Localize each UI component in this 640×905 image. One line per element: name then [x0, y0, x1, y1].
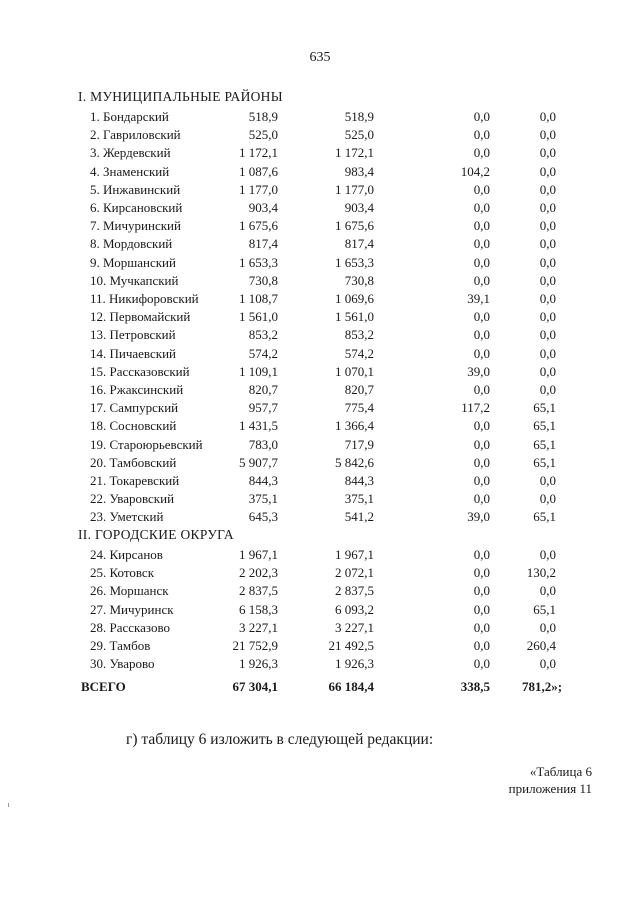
row-value-2: 1 172,1 [335, 145, 374, 161]
row-value-3: 0,0 [473, 473, 490, 488]
row-name: 10. Мучкапский [90, 272, 179, 288]
row-value-1: 525,0 [248, 127, 278, 143]
row-value-3: 0,0 [473, 236, 490, 252]
row-name: 11. Никифоровский [90, 291, 199, 306]
row-value-1: 645,3 [248, 509, 278, 525]
table-caption-line-2: приложения 11 [508, 781, 592, 796]
row-value-2: 844,3 [344, 473, 374, 488]
row-value-4: 0,0 [539, 163, 556, 179]
row-value-4: 65,1 [533, 509, 556, 525]
row-value-3: 0,0 [473, 181, 490, 197]
row-name: 22. Уваровский [90, 491, 175, 507]
row-value-4: 0,0 [539, 363, 556, 379]
row-value-4: 65,1 [533, 601, 556, 617]
row-value-4: 0,0 [539, 327, 556, 343]
row-value-1: 6 158,3 [239, 601, 278, 617]
row-value-3: 0,0 [473, 127, 490, 143]
row-value-1: 783,0 [248, 436, 278, 452]
row-value-2: 375,1 [344, 491, 374, 507]
row-value-3: 104,2 [460, 163, 490, 179]
table-row [0, 163, 640, 181]
row-name: 7. Мичуринский [90, 218, 181, 234]
row-value-1: 375,1 [248, 491, 278, 507]
row-value-2: 541,2 [344, 509, 374, 525]
row-value-4: 0,0 [539, 491, 556, 507]
row-value-1: 21 752,9 [232, 638, 278, 653]
row-name: 19. Староюрьевский [90, 436, 203, 452]
row-value-2: 6 093,2 [335, 601, 374, 617]
row-value-2: 5 842,6 [335, 454, 374, 470]
row-value-1: 1 087,6 [239, 163, 278, 179]
row-name: 16. Ржаксинский [90, 382, 184, 397]
row-value-1: 2 202,3 [239, 565, 278, 581]
row-name: 18. Сосновский [90, 418, 177, 434]
total-value-3: 338,5 [460, 679, 490, 694]
row-value-3: 0,0 [473, 454, 490, 470]
table-caption-line-1: «Таблица 6 [529, 764, 592, 779]
total-value-2: 66 184,4 [328, 679, 374, 694]
row-value-2: 1 177,0 [335, 181, 374, 197]
row-value-1: 853,2 [248, 327, 278, 343]
table-row [0, 508, 640, 526]
row-name: 25. Котовск [90, 565, 155, 581]
row-name: 26. Моршанск [90, 583, 169, 599]
row-value-1: 957,7 [248, 400, 278, 416]
row-value-4: 65,1 [533, 454, 556, 470]
row-name: 1. Бондарский [90, 109, 169, 124]
row-value-3: 0,0 [473, 638, 490, 653]
total-value-1: 67 304,1 [232, 679, 278, 694]
table-row [0, 564, 640, 582]
row-value-3: 0,0 [473, 601, 490, 617]
row-value-3: 39,0 [467, 363, 490, 379]
row-name: 29. Тамбов [90, 638, 151, 653]
table-row [0, 235, 640, 253]
table-row [0, 199, 640, 217]
table-row [0, 601, 640, 619]
row-name: 2. Гавриловский [90, 127, 181, 143]
table-row [0, 272, 640, 290]
row-value-1: 1 108,7 [239, 291, 278, 306]
row-value-3: 0,0 [473, 583, 490, 599]
row-name: 20. Тамбовский [90, 454, 177, 470]
row-value-2: 853,2 [344, 327, 374, 343]
row-value-2: 2 072,1 [335, 565, 374, 581]
table-row [0, 381, 640, 399]
row-value-2: 1 069,6 [335, 291, 374, 306]
row-value-4: 0,0 [539, 345, 556, 361]
row-value-2: 1 967,1 [335, 547, 374, 562]
table-row [0, 181, 640, 199]
row-value-4: 0,0 [539, 656, 556, 672]
row-value-3: 39,0 [467, 509, 490, 525]
total-label: ВСЕГО [81, 679, 126, 694]
section-heading-municipal-districts: I. МУНИЦИПАЛЬНЫЕ РАЙОНЫ [78, 89, 283, 104]
row-value-3: 0,0 [473, 418, 490, 434]
table-row [0, 619, 640, 637]
row-value-1: 844,3 [248, 473, 278, 488]
row-name: 24. Кирсанов [90, 547, 163, 562]
row-value-4: 0,0 [539, 127, 556, 143]
row-value-4: 0,0 [539, 254, 556, 270]
row-value-2: 1 653,3 [335, 254, 374, 270]
row-value-2: 1 926,3 [335, 656, 374, 672]
row-value-1: 3 227,1 [239, 619, 278, 635]
row-value-3: 0,0 [473, 491, 490, 507]
table-row [0, 472, 640, 490]
table-caption [509, 763, 592, 797]
row-value-4: 260,4 [526, 638, 556, 653]
row-value-4: 0,0 [539, 109, 556, 124]
row-value-1: 820,7 [248, 382, 278, 397]
table-row [0, 326, 640, 344]
section-heading-city-districts: II. ГОРОДСКИЕ ОКРУГА [78, 527, 234, 542]
table-row [0, 254, 640, 272]
row-value-4: 0,0 [539, 236, 556, 252]
row-value-1: 1 561,0 [239, 309, 278, 325]
row-value-1: 574,2 [248, 345, 278, 361]
row-value-4: 0,0 [539, 473, 556, 488]
table-row [0, 217, 640, 235]
row-value-2: 1 366,4 [335, 418, 374, 434]
row-value-2: 1 675,6 [335, 218, 374, 234]
row-value-4: 65,1 [533, 400, 556, 416]
row-name: 30. Уварово [90, 656, 155, 672]
row-name: 23. Уметский [90, 509, 164, 525]
row-value-3: 0,0 [473, 656, 490, 672]
row-value-3: 0,0 [473, 254, 490, 270]
row-value-4: 0,0 [539, 145, 556, 161]
row-value-2: 820,7 [344, 382, 374, 397]
row-value-3: 0,0 [473, 436, 490, 452]
table-row [0, 308, 640, 326]
table-row [0, 144, 640, 162]
row-value-2: 1 561,0 [335, 309, 374, 325]
table-row [0, 490, 640, 508]
row-value-3: 0,0 [473, 218, 490, 234]
row-name: 14. Пичаевский [90, 345, 176, 361]
row-value-4: 0,0 [539, 583, 556, 599]
table-row [0, 290, 640, 308]
table-row [0, 454, 640, 472]
row-value-2: 574,2 [344, 345, 374, 361]
row-value-2: 3 227,1 [335, 619, 374, 635]
row-value-3: 0,0 [473, 309, 490, 325]
row-value-3: 0,0 [473, 272, 490, 288]
row-value-1: 2 837,5 [239, 583, 278, 599]
row-value-4: 130,2 [526, 565, 556, 581]
row-value-2: 525,0 [344, 127, 374, 143]
row-value-3: 0,0 [473, 200, 490, 215]
instruction-text: г) таблицу 6 изложить в следующей редакции: [126, 731, 434, 748]
row-value-2: 518,9 [344, 109, 374, 124]
total-row [0, 678, 640, 696]
table-row [0, 399, 640, 417]
row-name: 13. Петровский [90, 327, 176, 343]
row-value-4: 0,0 [539, 272, 556, 288]
row-name: 28. Рассказово [90, 619, 171, 635]
row-value-4: 0,0 [539, 309, 556, 325]
scan-artifact [8, 803, 9, 807]
row-value-3: 39,1 [467, 291, 490, 306]
row-value-1: 730,8 [248, 272, 278, 288]
row-name: 27. Мичуринск [90, 601, 174, 617]
row-value-4: 0,0 [539, 382, 556, 397]
row-name: 5. Инжавинский [90, 181, 181, 197]
row-name: 4. Знаменский [90, 163, 170, 179]
row-value-2: 775,4 [344, 400, 374, 416]
row-value-4: 0,0 [539, 291, 556, 306]
row-value-1: 903,4 [248, 200, 278, 215]
row-value-4: 0,0 [539, 218, 556, 234]
row-value-2: 717,9 [344, 436, 374, 452]
row-value-1: 1 675,6 [239, 218, 278, 234]
page-number: 635 [309, 50, 331, 65]
row-name: 8. Мордовский [90, 236, 173, 252]
table-row [0, 417, 640, 435]
total-value-4: 781,2»; [522, 679, 563, 694]
row-name: 6. Кирсановский [90, 200, 183, 215]
row-value-3: 0,0 [473, 382, 490, 397]
row-value-1: 1 177,0 [239, 181, 278, 197]
row-value-1: 518,9 [248, 109, 278, 124]
table-row [0, 345, 640, 363]
row-value-3: 0,0 [473, 327, 490, 343]
row-name: 21. Токаревский [90, 473, 180, 488]
row-value-3: 117,2 [461, 400, 490, 416]
row-value-2: 21 492,5 [328, 638, 374, 653]
row-value-1: 1 653,3 [239, 254, 278, 270]
row-value-2: 903,4 [344, 200, 374, 215]
row-value-1: 5 907,7 [239, 454, 278, 470]
row-value-3: 0,0 [473, 145, 490, 161]
row-value-4: 0,0 [539, 619, 556, 635]
row-value-1: 1 172,1 [239, 145, 278, 161]
row-name: 12. Первомайский [90, 309, 191, 325]
row-value-2: 1 070,1 [335, 363, 374, 379]
row-value-2: 2 837,5 [335, 583, 374, 599]
row-value-3: 0,0 [473, 565, 490, 581]
row-value-1: 1 926,3 [239, 656, 278, 672]
row-value-4: 0,0 [539, 181, 556, 197]
table-row [0, 637, 640, 655]
row-value-1: 1 109,1 [239, 363, 278, 379]
row-value-3: 0,0 [473, 547, 490, 562]
row-value-4: 65,1 [533, 436, 556, 452]
row-name: 9. Моршанский [90, 254, 176, 270]
row-value-4: 65,1 [533, 418, 556, 434]
row-value-2: 730,8 [344, 272, 374, 288]
table-row [0, 655, 640, 673]
row-value-2: 817,4 [344, 236, 374, 252]
row-value-3: 0,0 [473, 619, 490, 635]
table-row [0, 108, 640, 126]
row-name: 3. Жердевский [90, 145, 171, 161]
table-row [0, 126, 640, 144]
row-value-4: 0,0 [539, 200, 556, 215]
table-row [0, 363, 640, 381]
row-value-3: 0,0 [473, 109, 490, 124]
row-value-1: 1 967,1 [239, 547, 278, 562]
row-value-2: 983,4 [344, 163, 374, 179]
row-value-1: 1 431,5 [239, 418, 278, 434]
row-value-4: 0,0 [539, 547, 556, 562]
table-row [0, 436, 640, 454]
table-row [0, 546, 640, 564]
row-value-3: 0,0 [473, 345, 490, 361]
row-name: 17. Сампурский [90, 400, 179, 416]
row-name: 15. Рассказовский [90, 363, 190, 379]
row-value-1: 817,4 [248, 236, 278, 252]
table-row [0, 582, 640, 600]
